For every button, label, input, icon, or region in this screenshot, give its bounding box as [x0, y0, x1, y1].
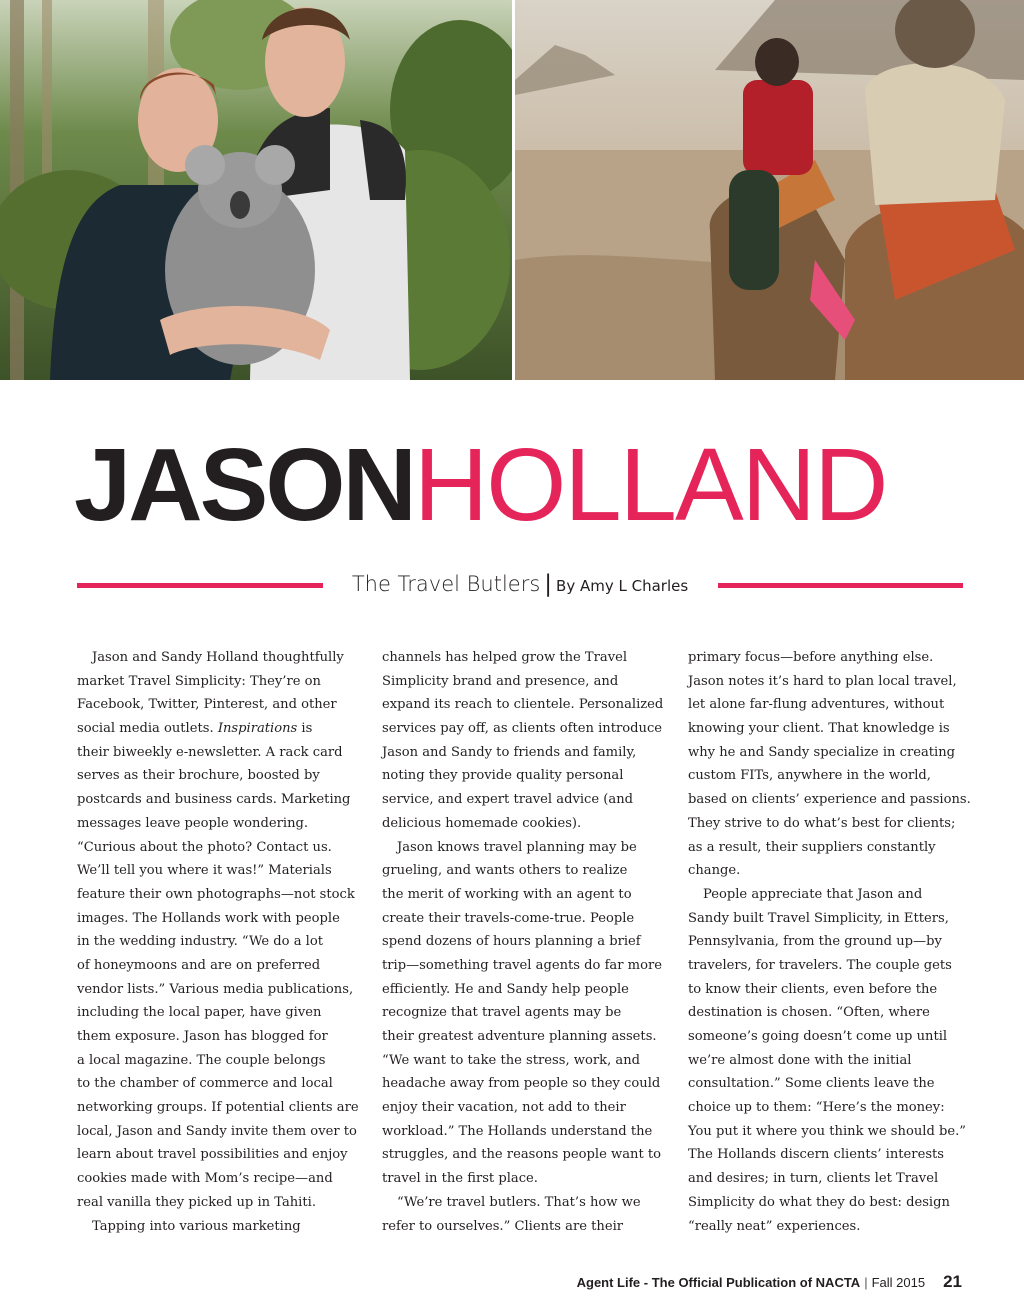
body-text-line: service, and expert travel advice (and [382, 792, 634, 808]
footer-publication: Agent Life - The Official Publication of NACTA [576, 1275, 861, 1290]
body-text-line: why he and Sandy specialize in creating [688, 744, 956, 760]
body-text-line: real vanilla they picked up in Tahiti. [77, 1194, 316, 1210]
body-text-line: choice up to them: “Here’s the money: [688, 1100, 945, 1116]
body-text-line: grueling, and wants others to realize [382, 863, 628, 879]
body-text-line: them exposure. Jason has blogged for [77, 1029, 328, 1044]
body-text-line: expand its reach to clientele. Personalized [382, 697, 664, 713]
body-text-line: Jason and Sandy to friends and family, [382, 744, 637, 760]
body-text-line: “We want to take the stress, work, and [382, 1052, 641, 1068]
body-text-line: delicious homemade cookies). [382, 815, 582, 831]
body-text-line: recognize that travel agents may be [382, 1005, 622, 1021]
article-headline [74, 427, 974, 542]
newsletter-title: Inspirations [217, 721, 298, 737]
body-column-2 [382, 646, 667, 1238]
body-text-line: and desires; in turn, clients let Travel [688, 1171, 939, 1187]
body-text-line: struggles, and the reasons people want to [382, 1147, 662, 1163]
body-column-3 [688, 646, 973, 1238]
couple-with-koala-photo [0, 0, 512, 380]
body-text-line: learn about travel possibilities and enjoy [77, 1147, 348, 1163]
body-text-line: “We’re travel butlers. That’s how we [397, 1194, 641, 1210]
body-text-line: Facebook, Twitter, Pinterest, and other [77, 697, 337, 713]
body-text-line: custom FITs, anywhere in the world, [688, 768, 931, 784]
body-text-line: The Hollands discern clients’ interests [688, 1147, 945, 1163]
body-text-line: Sandy built Travel Simplicity, in Etters, [688, 910, 949, 926]
body-text-line: Simplicity do what they do best: design [688, 1194, 950, 1210]
body-text-line: let alone far-flung adventures, without [688, 697, 945, 713]
body-text-line: destination is chosen. “Often, where [688, 1005, 930, 1021]
body-text-line: local, Jason and Sandy invite them over to [77, 1123, 357, 1139]
body-text-line: travelers, for travelers. The couple gets [688, 957, 952, 973]
body-text-line: Tapping into various marketing [92, 1218, 301, 1234]
footer-issue: Fall 2015 [871, 1275, 926, 1290]
body-text-line: images. The Hollands work with people [77, 910, 340, 926]
header-photos [0, 0, 1024, 380]
body-text-line: noting they provide quality personal [382, 768, 624, 784]
body-text-line: to the chamber of commerce and local [77, 1076, 333, 1092]
body-text-line: channels has helped grow the Travel [382, 650, 628, 665]
body-text-line: workload.” The Hollands understand the [382, 1123, 653, 1139]
body-text-line: postcards and business cards. Marketing [77, 792, 351, 808]
body-text-line: in the wedding industry. “We do a lot [77, 934, 324, 950]
body-text-line: including the local paper, have given [77, 1005, 322, 1021]
body-text-line: primary focus—before anything else. [688, 650, 934, 665]
headline-last-name: HOLLAND [413, 427, 887, 542]
page-footer [577, 1272, 962, 1294]
body-text-line: Simplicity brand and presence, and [382, 673, 619, 689]
body-text-line: Pennsylvania, from the ground up—by [688, 934, 942, 950]
body-text-line: feature their own photographs—not stock [77, 886, 355, 902]
body-text-line: to know their clients, even before the [688, 981, 938, 997]
body-text-line: knowing your client. That knowledge is [688, 721, 950, 737]
subtitle-rule-right [718, 583, 963, 588]
body-text-line: Jason and Sandy Holland thoughtfully [92, 650, 344, 665]
headline-first-name: JASON [74, 427, 414, 542]
footer-separator: | [864, 1275, 868, 1290]
body-text-line: as a result, their suppliers constantly [688, 839, 936, 855]
body-text-line: refer to ourselves.” Clients are their [382, 1218, 624, 1234]
subtitle-rule-left [77, 583, 323, 588]
body-text-line: cookies made with Mom’s recipe—and [77, 1171, 333, 1187]
camel-trek-desert-photo [515, 0, 1024, 380]
body-text-line: networking groups. If potential clients are [77, 1100, 359, 1116]
body-text-line: consultation.” Some clients leave the [688, 1076, 935, 1092]
body-text-line: the merit of working with an agent to [382, 886, 632, 902]
body-text-line: of honeymoons and are on preferred [77, 957, 321, 973]
page-number: 21 [943, 1272, 962, 1291]
body-text-line: serves as their brochure, boosted by [77, 768, 320, 784]
body-text-line: messages leave people wondering. [77, 815, 309, 831]
body-text-line: services pay off, as clients often introduce [382, 721, 663, 737]
body-text-line: “really neat” experiences. [688, 1218, 861, 1234]
body-text-line: “Curious about the photo? Contact us. [77, 839, 332, 855]
body-text-line: create their travels-come-true. People [382, 910, 635, 926]
body-text-line: We’ll tell you where it was!” Materials [77, 863, 332, 879]
body-text-line: They strive to do what’s best for clients; [688, 815, 956, 831]
body-text-line: enjoy their vacation, not add to their [382, 1100, 626, 1116]
body-text-line: headache away from people so they could [382, 1076, 661, 1092]
body-column-1 [77, 646, 362, 1238]
body-text-line: change. [688, 863, 741, 879]
body-text-line: market Travel Simplicity: They’re on [77, 673, 321, 689]
body-text-line: travel in the first place. [382, 1171, 538, 1187]
body-text-line: efficiently. He and Sandy help people [382, 981, 629, 997]
body-text-line: their biweekly e-newsletter. A rack card [77, 744, 343, 760]
article-subtitle [330, 571, 710, 597]
subtitle-text: The Travel Butlers [351, 572, 541, 596]
byline: By Amy L Charles [556, 577, 689, 595]
body-text-line: based on clients’ experience and passions. [688, 792, 971, 808]
body-text-line: You put it where you think we should be.” [688, 1123, 966, 1139]
body-text-line: their greatest adventure planning assets. [382, 1029, 657, 1044]
body-text-line: we’re almost done with the initial [688, 1052, 912, 1068]
body-text-line: trip—something travel agents do far more [382, 957, 662, 973]
body-text-line: vendor lists.” Various media publications, [77, 981, 354, 997]
subtitle-separator: | [544, 571, 553, 597]
body-text-line: social media outlets. Inspirations is [77, 721, 313, 737]
body-text-line: Jason knows travel planning may be [397, 839, 637, 855]
body-text-line: a local magazine. The couple belongs [77, 1052, 326, 1068]
body-text-line: People appreciate that Jason and [703, 886, 923, 902]
body-text-line: someone’s going doesn’t come up until [688, 1029, 948, 1044]
body-text-line: spend dozens of hours planning a brief [382, 934, 641, 950]
body-text-line: Jason notes it’s hard to plan local travel, [688, 673, 957, 689]
